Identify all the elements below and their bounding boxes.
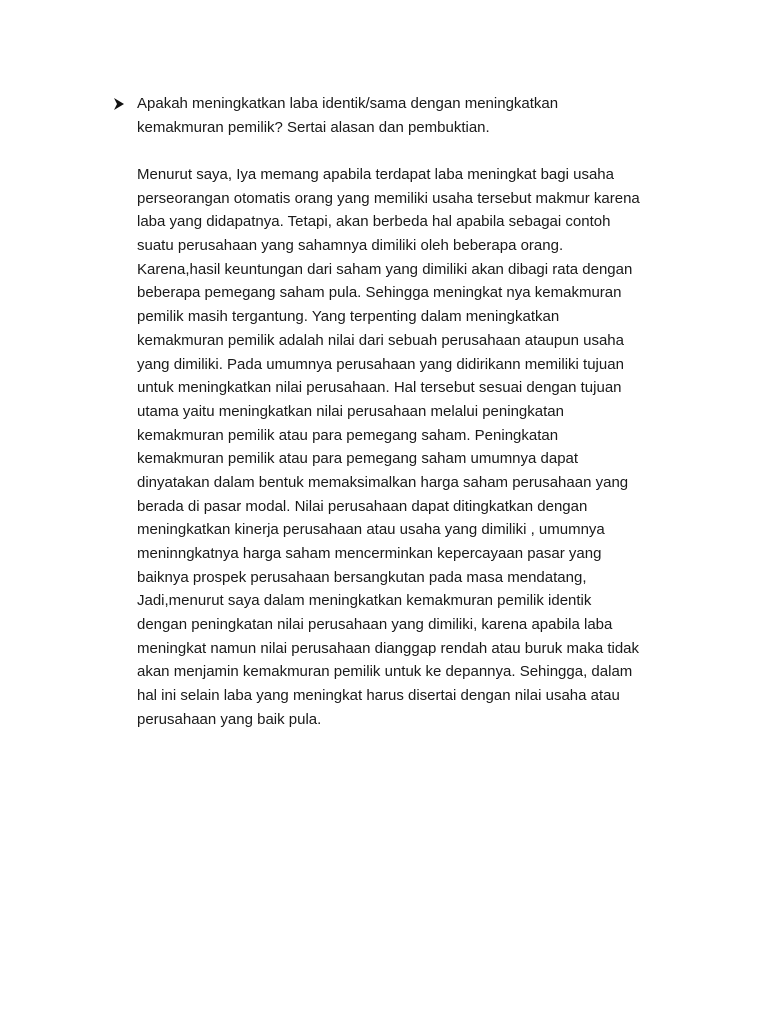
answer-line: kemakmuran pemilik adalah nilai dari sebuah perusahaan ataupun usaha	[137, 331, 624, 349]
answer-line: meningkat namun nilai perusahaan dianggap rendah atau buruk maka tidak	[137, 639, 640, 657]
answer-line: Jadi,menurut saya dalam meningkatkan kemakmuran pemilik identik	[137, 592, 592, 610]
answer-line: dengan peningkatan nilai perusahaan yang dimiliki, karena apabila laba	[137, 616, 613, 634]
answer-line: kemakmuran pemilik atau para pemegang saham umumnya dapat	[137, 450, 579, 468]
answer-line: untuk meningkatkan nilai perusahaan. Hal tersebut sesuai dengan tujuan	[137, 379, 622, 397]
answer-paragraph	[137, 163, 717, 732]
answer-line: beberapa pemegang saham pula. Sehingga meningkat nya kemakmuran	[137, 284, 622, 302]
answer-line: berada di pasar modal. Nilai perusahaan dapat ditingkatkan dengan	[137, 497, 588, 515]
answer-line: Karena,hasil keuntungan dari saham yang dimiliki akan dibagi rata dengan	[137, 260, 633, 278]
answer-line: meningkatkan kinerja perusahaan atau usaha yang dimiliki , umumnya	[137, 521, 605, 539]
answer-line: akan menjamin kemakmuran pemilik untuk ke depannya. Sehingga, dalam	[137, 663, 633, 681]
question-line: Apakah meningkatkan laba identik/sama dengan meningkatkan	[137, 95, 559, 112]
arrow-bullet-icon	[112, 92, 126, 116]
answer-line: perseorangan otomatis orang yang memiliki usaha tersebut makmur karena	[137, 189, 640, 207]
answer-line: yang dimiliki. Pada umumnya perusahaan yang didirikann memiliki tujuan	[137, 355, 624, 373]
question-text	[137, 92, 697, 139]
answer-line: dinyatakan dalam bentuk memaksimalkan harga saham perusahaan yang	[137, 473, 629, 491]
question-line: kemakmuran pemilik? Sertai alasan dan pembuktian.	[137, 118, 490, 136]
answer-line: laba yang didapatnya. Tetapi, akan berbeda hal apabila sebagai contoh	[137, 213, 611, 231]
answer-line: hal ini selain laba yang meningkat harus disertai dengan nilai usaha atau	[137, 687, 620, 705]
answer-line: Menurut saya, Iya memang apabila terdapat laba meningkat bagi usaha	[137, 166, 614, 183]
answer-line: pemilik masih tergantung. Yang terpenting dalam meningkatkan	[137, 308, 560, 326]
answer-line: utama yaitu meningkatkan nilai perusahaan melalui peningkatan	[137, 402, 564, 420]
answer-line: baiknya prospek perusahaan bersangkutan pada masa mendatang,	[137, 568, 587, 586]
answer-line: kemakmuran pemilik atau para pemegang saham. Peningkatan	[137, 426, 559, 444]
answer-line: perusahaan yang baik pula.	[137, 710, 322, 728]
answer-line: suatu perusahaan yang sahamnya dimiliki oleh beberapa orang.	[137, 237, 564, 255]
answer-line: meninngkatnya harga saham mencerminkan kepercayaan pasar yang	[137, 545, 602, 562]
